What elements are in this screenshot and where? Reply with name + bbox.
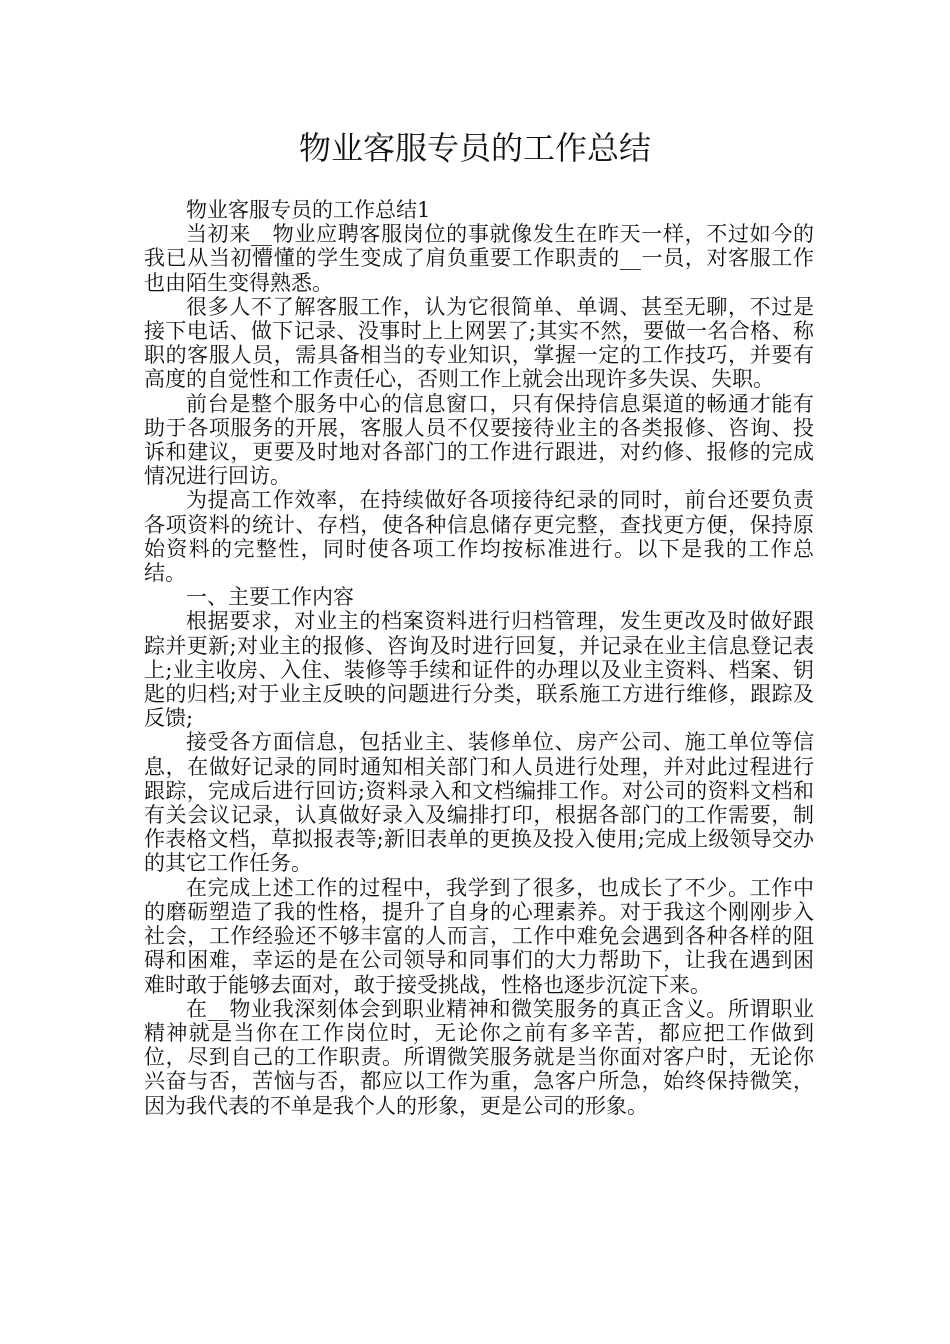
document-body <box>144 198 814 1118</box>
paragraph: 在__物业我深刻体会到职业精神和微笑服务的真正含义。所谓职业精神就是当你在工作岗位时，无论你之前有多辛苦，都应把工作做到位，尽到自己的工作职责。所谓微笑服务就是当你面对客户时，无论你兴奋与否，苦恼与否，都应以工作为重，急客户所急，始终保持微笑，因为我代表的不单是我个人的形象，更是公司的形象。 <box>144 996 814 1118</box>
paragraph: 接受各方面信息，包括业主、装修单位、房产公司、施工单位等信息，在做好记录的同时通知相关部门和人员进行处理，并对此过程进行跟踪，完成后进行回访;资料录入和文档编排工作。对公司的资料文档和有关会议记录，认真做好录入及编排打印，根据各部门的工作需要，制作表格文档，草拟报表等;新旧表单的更换及投入使用;完成上级领导交办的其它工作任务。 <box>144 730 814 876</box>
page-title: 物业客服专员的工作总结 <box>298 129 651 167</box>
paragraph: 为提高工作效率，在持续做好各项接待纪录的同时，前台还要负责各项资料的统计、存档，使各种信息储存更完整，查找更方便，保持原始资料的完整性，同时使各项工作均按标准进行。以下是我的工作总结。 <box>144 488 814 586</box>
paragraph: 很多人不了解客服工作，认为它很简单、单调、甚至无聊，不过是接下电话、做下记录、没事时上上网罢了;其实不然，要做一名合格、称职的客服人员，需具备相当的专业知识，掌握一定的工作技巧，并要有高度的自觉性和工作责任心，否则工作上就会出现许多失误、失职。 <box>144 294 814 392</box>
paragraph: 当初来__物业应聘客服岗位的事就像发生在昨天一样，不过如今的我已从当初懵懂的学生变成了肩负重要工作职责的__一员，对客服工作也由陌生变得熟悉。 <box>144 222 814 295</box>
paragraph: 根据要求，对业主的档案资料进行归档管理，发生更改及时做好跟踪并更新;对业主的报修、咨询及时进行回复，并记录在业主信息登记表上;业主收房、入住、装修等手续和证件的办理以及业主资料、档案、钥匙的归档;对于业主反映的问题进行分类，联系施工方进行维修，跟踪及反馈; <box>144 609 814 731</box>
paragraph-subtitle: 物业客服专员的工作总结1 <box>186 198 431 222</box>
paragraph: 前台是整个服务中心的信息窗口，只有保持信息渠道的畅通才能有助于各项服务的开展，客服人员不仅要接待业主的各类报修、咨询、投诉和建议，更要及时地对各部门的工作进行跟进，对约修、报修的完成情况进行回访。 <box>144 391 814 489</box>
paragraph: 在完成上述工作的过程中，我学到了很多，也成长了不少。工作中的磨砺塑造了我的性格，提升了自身的心理素养。对于我这个刚刚步入社会，工作经验还不够丰富的人而言，工作中难免会遇到各种各样的阻碍和困难，幸运的是在公司领导和同事们的大力帮助下，让我在遇到困难时敢于能够去面对，敢于接受挑战，性格也逐步沉淀下来。 <box>144 875 814 997</box>
section-heading: 一、主要工作内容 <box>186 585 354 610</box>
